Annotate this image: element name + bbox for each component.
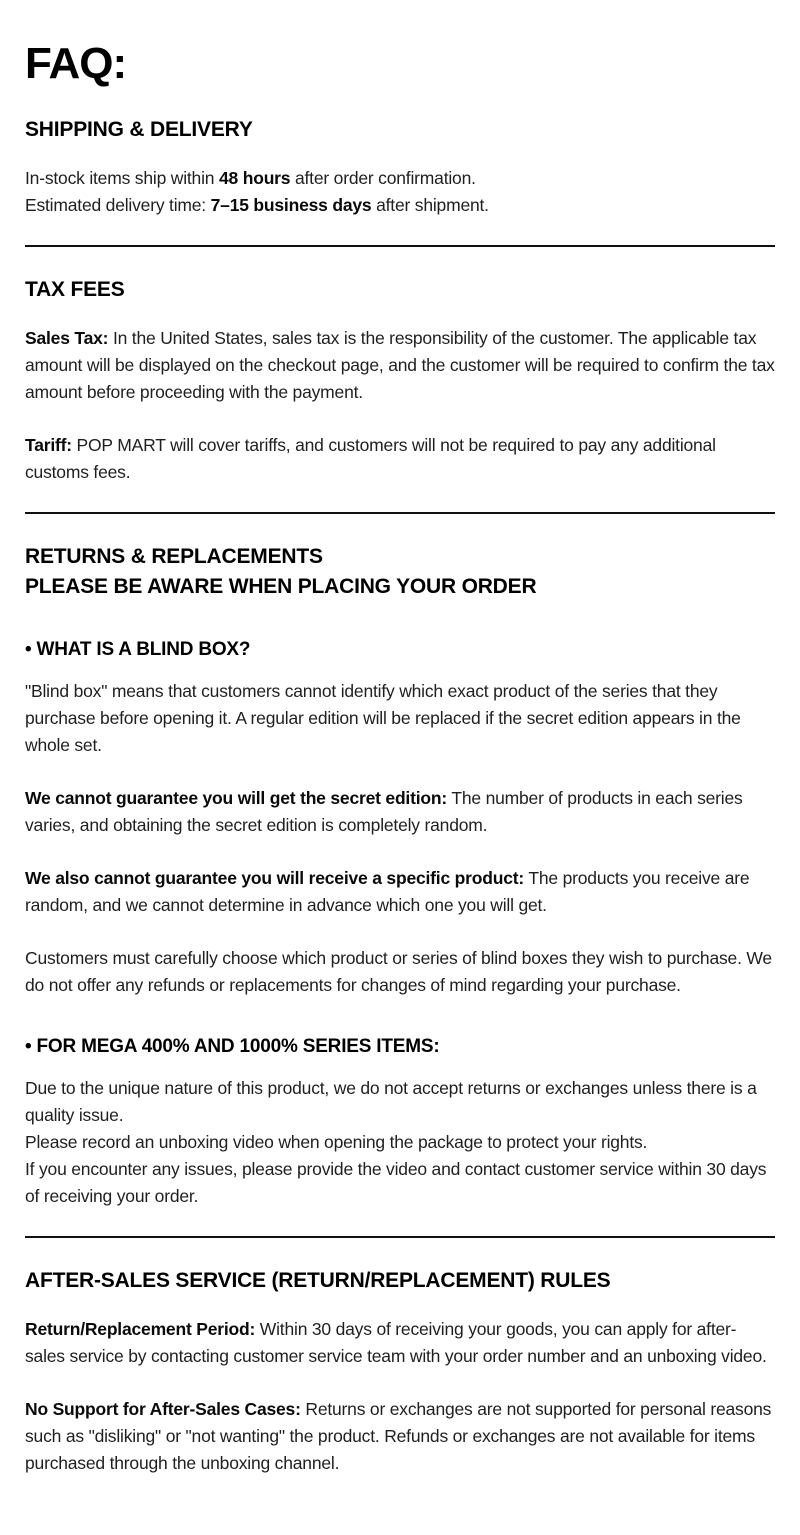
text-segment: In-stock items ship within — [25, 168, 219, 188]
subheading-label: FOR MEGA 400% AND 1000% SERIES ITEMS: — [36, 1036, 440, 1057]
section-divider — [25, 512, 775, 514]
section-divider — [25, 1236, 775, 1238]
section-heading-after-sales: AFTER-SALES SERVICE (RETURN/REPLACEMENT) RULES — [25, 1269, 611, 1292]
paragraph — [25, 165, 775, 219]
bold-text: Return/Replacement Period: — [25, 1319, 256, 1339]
bullet-subheading — [25, 638, 775, 662]
text-segment: If you encounter any issues, please provide the video and contact customer service within 30 days of receiving your order. — [25, 1159, 767, 1206]
section-returns-replacements — [25, 542, 775, 1210]
text-segment: Please record an unboxing video when opening the package to protect your rights. — [25, 1132, 648, 1152]
paragraph — [25, 1396, 775, 1477]
faq-sections — [25, 115, 775, 1477]
text-segment: after shipment. — [371, 195, 489, 215]
section-tax-fees — [25, 275, 775, 486]
text-segment: POP MART will cover tariffs, and customers will not be required to pay any additional customs fees. — [25, 435, 716, 482]
text-segment: Due to the unique nature of this product, we do not accept returns or exchanges unless there is a quality issue. — [25, 1078, 757, 1125]
paragraph — [25, 678, 775, 759]
text-segment: The products you receive are random, and we cannot determine in advance which one you will get. — [25, 868, 750, 915]
paragraph — [25, 325, 775, 406]
section-shipping-delivery — [25, 115, 775, 219]
text-segment: "Blind box" means that customers cannot identify which exact product of the series that they purchase before opening it. A regular edition will be replaced if the secret edition appears in the whole set. — [25, 681, 741, 755]
bold-text: We cannot guarantee you will get the secret edition: — [25, 788, 447, 808]
bullet-dot: • — [25, 639, 37, 660]
bullet-dot: • — [25, 1036, 37, 1057]
bullet-subheading — [25, 1035, 775, 1059]
section-heading-tax-fees: TAX FEES — [25, 278, 125, 301]
bold-text: We also cannot guarantee you will receive a specific product: — [25, 868, 525, 888]
text-segment: after order confirmation. — [290, 168, 476, 188]
paragraph — [25, 865, 775, 919]
text-segment: Estimated delivery time: — [25, 195, 211, 215]
paragraph — [25, 1316, 775, 1370]
text-segment: Returns or exchanges are not supported for personal reasons such as "disliking" or "not wanting" the product. Refunds or exchanges are not available for items purchased through the unboxing channel. — [25, 1399, 772, 1473]
bold-text: 7–15 business days — [210, 195, 372, 215]
subheading-label: WHAT IS A BLIND BOX? — [36, 639, 251, 660]
section-heading-shipping-delivery: SHIPPING & DELIVERY — [25, 118, 253, 141]
bold-text: Tariff: — [25, 435, 72, 455]
paragraph — [25, 1075, 775, 1210]
text-segment: Within 30 days of receiving your goods, you can apply for after-sales service by contacting customer service team with your order number and an unboxing video. — [25, 1319, 767, 1366]
bold-text: No Support for After-Sales Cases: — [25, 1399, 301, 1419]
bold-text: 48 hours — [218, 168, 291, 188]
text-segment: The number of products in each series varies, and obtaining the secret edition is completely random. — [25, 788, 743, 835]
paragraph — [25, 432, 775, 486]
page-title: FAQ: — [25, 39, 127, 88]
section-divider — [25, 245, 775, 247]
section-after-sales — [25, 1266, 775, 1477]
section-heading-returns-replacements: RETURNS & REPLACEMENTS PLEASE BE AWARE WHEN PLACING YOUR ORDER — [25, 545, 537, 598]
paragraph — [25, 945, 775, 999]
bold-text: Sales Tax: — [25, 328, 109, 348]
text-segment: In the United States, sales tax is the responsibility of the customer. The applicable tax amount will be displayed on the checkout page, and the customer will be required to confirm the tax amount before proceeding with the payment. — [25, 328, 775, 402]
paragraph — [25, 785, 775, 839]
text-segment: Customers must carefully choose which product or series of blind boxes they wish to purchase. We do not offer any refunds or replacements for changes of mind regarding your purchase. — [25, 948, 772, 995]
